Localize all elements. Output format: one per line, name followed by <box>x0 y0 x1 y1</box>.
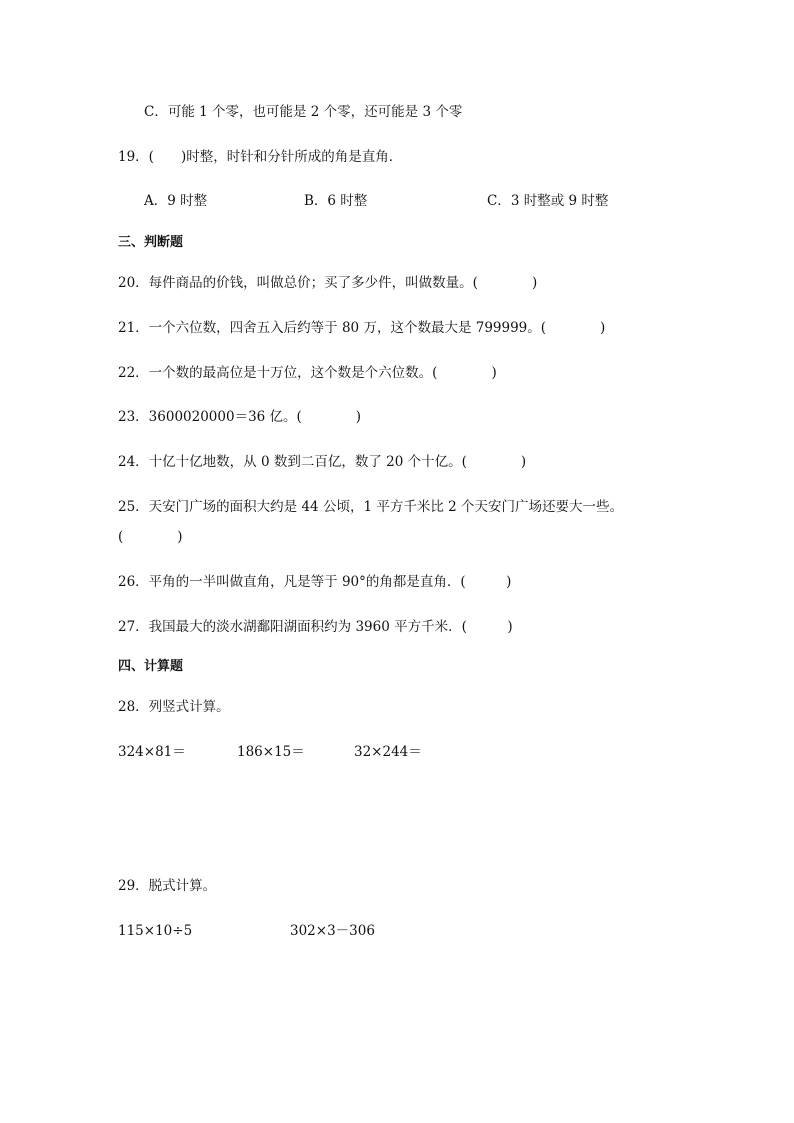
q22-text: 22．一个数的最高位是十万位，这个数是个六位数。( ) <box>118 365 497 381</box>
q27-text: 27．我国最大的淡水湖鄱阳湖面积约为 3960 平方千米．( ) <box>118 619 513 635</box>
q29-stem: 29．脱式计算。 <box>118 878 217 894</box>
q23-text: 23．3600020000＝36 亿。( ) <box>118 409 362 425</box>
q19-option-a: A．9 时整 <box>144 193 208 209</box>
q29-expression-2: 302×3－306 <box>290 923 375 939</box>
q28-expression-2: 186×15＝ <box>237 744 305 760</box>
q28-expression-3: 32×244＝ <box>354 744 422 760</box>
q19-option-c: C．3 时整或 9 时整 <box>487 193 609 209</box>
q19-option-b: B．6 时整 <box>304 193 368 209</box>
q26-text: 26．平角的一半叫做直角，凡是等于 90°的角都是直角．( ) <box>118 574 512 590</box>
q28-stem: 28．列竖式计算。 <box>118 699 230 715</box>
q19-stem: 19．( )时整，时针和分针所成的角是直角． <box>118 149 403 165</box>
q29-expression-1: 115×10÷5 <box>118 923 193 939</box>
q24-text: 24．十亿十亿地数，从 0 数到二百亿，数了 20 个十亿。( ) <box>118 454 527 470</box>
q21-text: 21．一个六位数，四舍五入后约等于 80 万，这个数最大是 799999。( ) <box>118 320 606 336</box>
section-title-calculation: 四、计算题 <box>118 659 184 674</box>
q20-text: 20．每件商品的价钱，叫做总价；买了多少件，叫做数量。( ) <box>118 275 538 291</box>
q18-option-c: C．可能 1 个零，也可能是 2 个零，还可能是 3 个零 <box>144 104 463 120</box>
q25-text-line1: 25．天安门广场的面积大约是 44 公顷，1 平方千米比 2 个天安门广场还要大一些。 <box>118 499 623 515</box>
q28-expression-1: 324×81＝ <box>118 744 186 760</box>
q25-text-line2: ( ) <box>118 529 183 545</box>
section-title-judgment: 三、判断题 <box>118 235 184 250</box>
